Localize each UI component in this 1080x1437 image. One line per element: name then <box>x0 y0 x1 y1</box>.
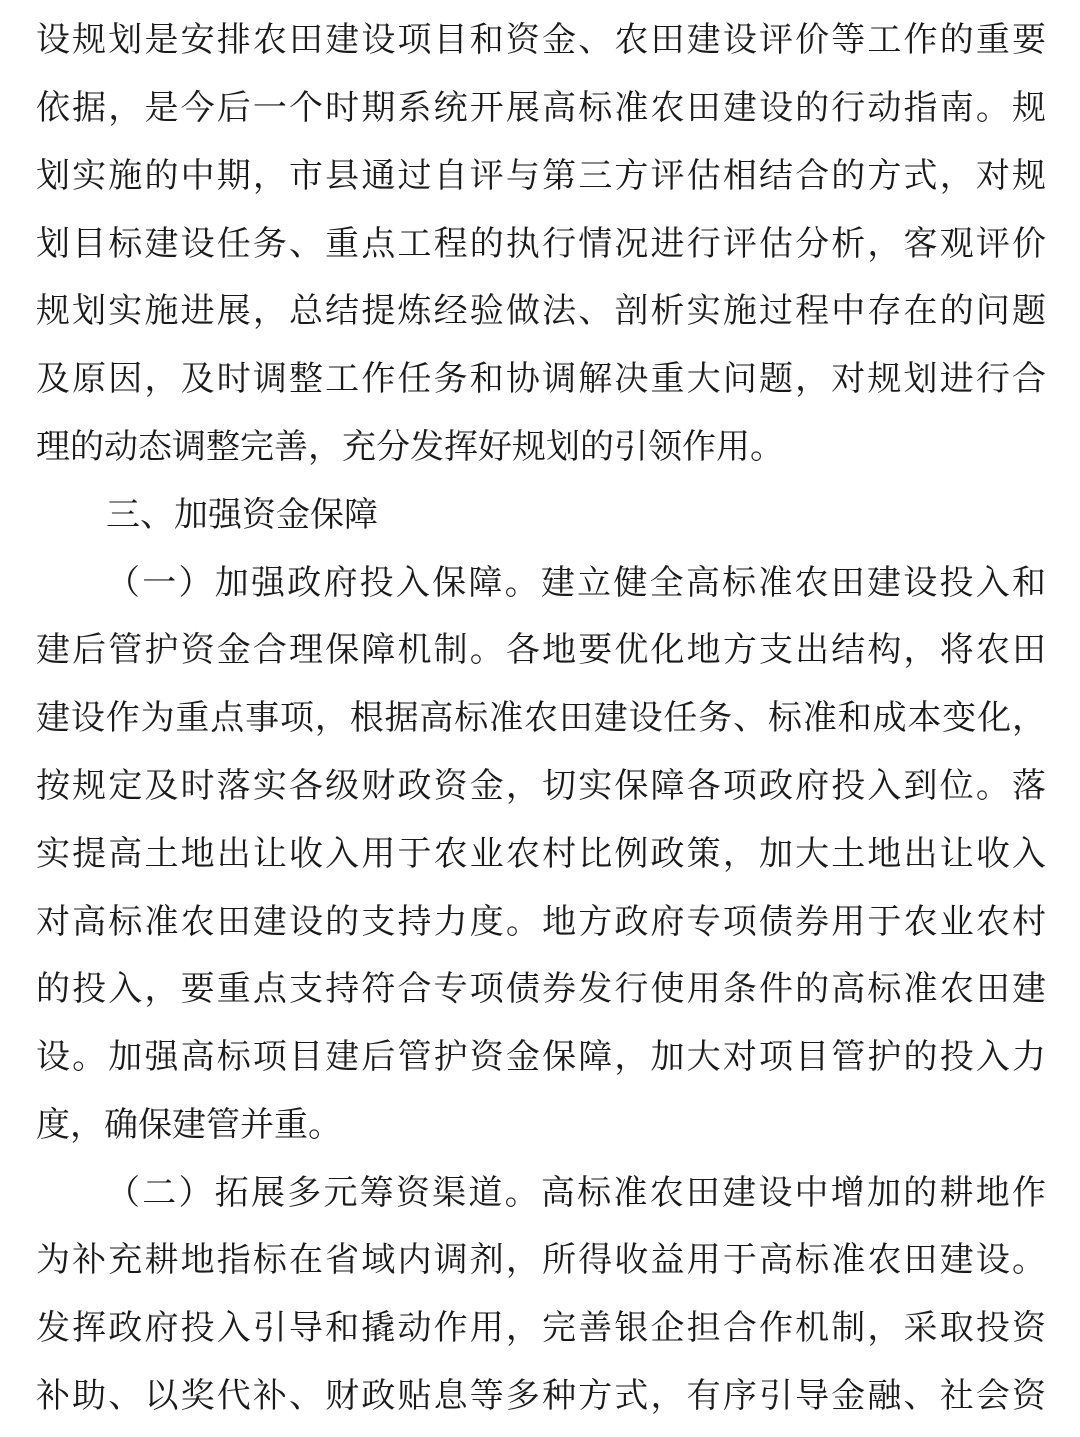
text-line-11: 建设作为重点事项，根据高标准农田建设任务、标准和成本变化， <box>36 698 1046 738</box>
text-line-2: 依据，是今后一个时期系统开展高标准农田建设的行动指南。规 <box>36 88 1046 128</box>
text-line-19: 为补充耕地指标在省域内调剂，所得收益用于高标准农田建设。 <box>36 1240 1046 1280</box>
text-line-12: 按规定及时落实各级财政资金，切实保障各项政府投入到位。落 <box>36 766 1046 806</box>
text-line-4: 划目标建设任务、重点工程的执行情况进行评估分析，客观评价 <box>36 224 1046 264</box>
text-line-16: 设。加强高标项目建后管护资金保障，加大对项目管护的投入力 <box>36 1037 1046 1077</box>
text-line-7: 理的动态调整完善，充分发挥好规划的引领作用。 <box>36 427 784 467</box>
text-line-6: 及原因，及时调整工作任务和协调解决重大问题，对规划进行合 <box>36 359 1046 399</box>
text-line-1: 设规划是安排农田建设项目和资金、农田建设评价等工作的重要 <box>36 20 1046 60</box>
section-heading: 三、加强资金保障 <box>106 495 378 535</box>
text-line-20: 发挥政府投入引导和撬动作用，完善银企担合作机制，采取投资 <box>36 1308 1046 1348</box>
text-line-15: 的投入，要重点支持符合专项债券发行使用条件的高标准农田建 <box>36 969 1046 1009</box>
text-line-14: 对高标准农田建设的支持力度。地方政府专项债券用于农业农村 <box>36 902 1046 942</box>
text-line-13: 实提高土地出让收入用于农业农村比例政策，加大土地出让收入 <box>36 834 1046 874</box>
text-line-21: 补助、以奖代补、财政贴息等多种方式，有序引导金融、社会资 <box>36 1376 1046 1416</box>
text-line-5: 规划实施进展，总结提炼经验做法、剖析实施过程中存在的问题 <box>36 291 1046 331</box>
text-line-3: 划实施的中期，市县通过自评与第三方评估相结合的方式，对规 <box>36 156 1046 196</box>
paragraph-2-first-line: （二）拓展多元筹资渠道。高标准农田建设中增加的耕地作 <box>106 1173 1046 1213</box>
text-line-17: 度，确保建管并重。 <box>36 1105 342 1145</box>
paragraph-1-first-line: （一）加强政府投入保障。建立健全高标准农田建设投入和 <box>106 563 1046 603</box>
text-line-10: 建后管护资金合理保障机制。各地要优化地方支出结构，将农田 <box>36 630 1046 670</box>
